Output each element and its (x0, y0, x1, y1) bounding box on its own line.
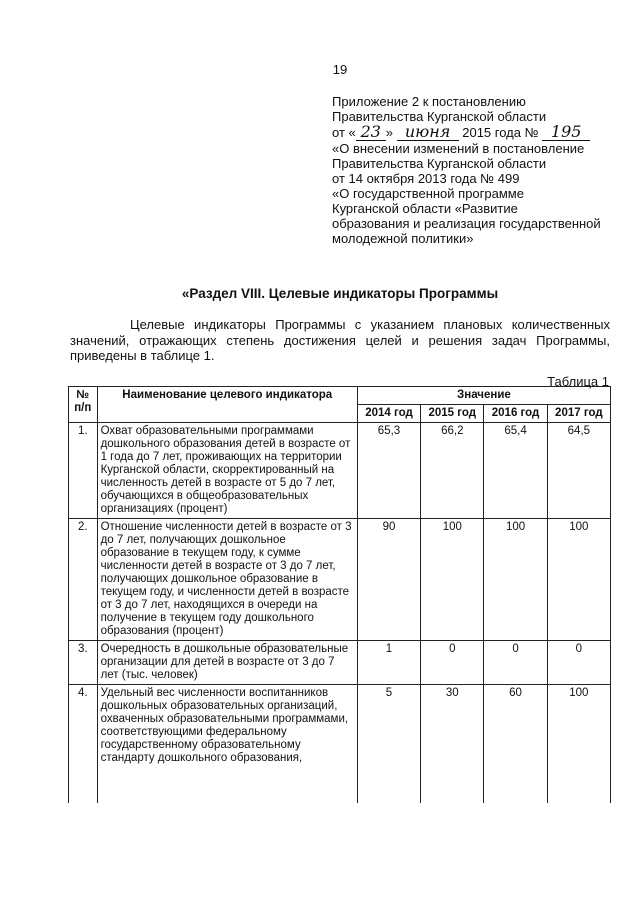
row-num: 1. (69, 423, 98, 519)
row-num: 4. (69, 685, 98, 804)
row-value: 100 (547, 519, 610, 641)
table-header-row (69, 387, 611, 405)
section-title: «Раздел VIII. Целевые индикаторы Программы (181, 286, 499, 301)
row-value: 100 (484, 519, 547, 641)
header-value: Значение (357, 387, 610, 405)
table-row (69, 519, 611, 641)
row-value: 90 (357, 519, 420, 641)
year-text: 2015 года № (462, 125, 539, 140)
appendix-line: Правительства Курганской области (332, 109, 547, 124)
row-value: 0 (484, 641, 547, 685)
row-value: 100 (421, 519, 484, 641)
row-value: 65,4 (484, 423, 547, 519)
row-num: 3. (69, 641, 98, 685)
table-row (69, 641, 611, 685)
handwritten-day: 23 (356, 124, 386, 141)
row-name: Очередность в дошкольные образовательные организации для детей в возрасте от 3 до 7 лет (тыс. человек) (97, 641, 357, 685)
header-year: 2014 год (357, 405, 420, 423)
row-value: 0 (547, 641, 610, 685)
header-year: 2017 год (547, 405, 610, 423)
indicators-table (68, 386, 611, 803)
intro-paragraph (70, 317, 610, 364)
row-value: 30 (421, 685, 484, 804)
row-name: Отношение численности детей в возрасте от 3 до 7 лет, получающих дошкольное образование в текущем году, к сумме численности детей в возрасте от 3 до 7 лет, получающих дошкольное образование в текущем году, и численности детей в возрасте от 3 до 7 лет, находящихся в очереди на получение в текущем году дошкольного образования (процент) (97, 519, 357, 641)
appendix-header (332, 94, 622, 246)
table-caption: Таблица 1 (547, 374, 609, 389)
appendix-date-line (332, 124, 622, 141)
appendix-line: образования и реализация государственной (332, 216, 601, 231)
table-row (69, 423, 611, 519)
appendix-line: Приложение 2 к постановлению (332, 94, 526, 109)
appendix-line: «О внесении изменений в постановление (332, 141, 585, 156)
handwritten-number: 195 (542, 124, 590, 141)
row-value: 65,3 (357, 423, 420, 519)
page-number: 19 (332, 62, 348, 77)
appendix-line: Курганской области «Развитие (332, 201, 518, 216)
appendix-line: «О государственной программе (332, 186, 524, 201)
row-value: 60 (484, 685, 547, 804)
header-name: Наименование целевого индикатора (97, 387, 357, 423)
row-value: 66,2 (421, 423, 484, 519)
row-value: 0 (421, 641, 484, 685)
mid-quote: » (385, 125, 393, 140)
row-name: Охват образовательными программами дошкольного образования детей в возрасте от 1 года до 7 лет, проживающих на территории Курганской области, скорректированный на численность детей в возрасте от 5 до 7 лет, обучающихся в общеобразовательных организациях (процент) (97, 423, 357, 519)
header-year: 2016 год (484, 405, 547, 423)
header-num: № п/п (69, 387, 98, 423)
handwritten-month: июня (397, 124, 459, 141)
intro-text: Целевые индикаторы Программы с указанием плановых количественных значений, отражающих степень достижения целей и решения задач Программы, приведены в таблице 1. (70, 317, 610, 363)
appendix-line: молодежной политики» (332, 231, 474, 246)
row-value: 1 (357, 641, 420, 685)
appendix-line: Правительства Курганской области (332, 156, 547, 171)
row-value: 5 (357, 685, 420, 804)
row-name: Удельный вес численности воспитанников дошкольных образовательных организаций, охваченных образовательными программами, соответствующими федеральному государственному образовательному стандарту дошкольного образования, (97, 685, 357, 804)
row-value: 64,5 (547, 423, 610, 519)
appendix-line: от 14 октября 2013 года № 499 (332, 171, 520, 186)
row-num: 2. (69, 519, 98, 641)
row-value: 100 (547, 685, 610, 804)
from-prefix: от « (332, 125, 356, 140)
table-row (69, 685, 611, 804)
header-year: 2015 год (421, 405, 484, 423)
